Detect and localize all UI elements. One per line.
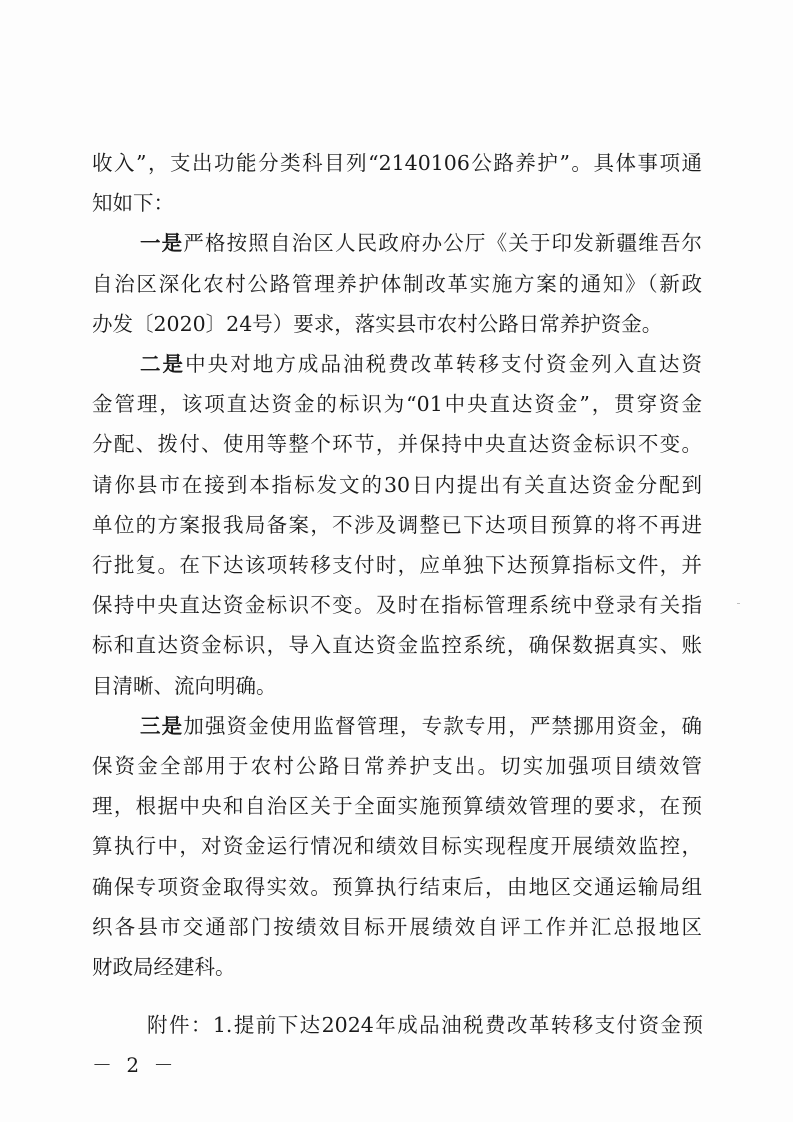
section-2-text: 中央对地方成品油税费改革转移支付资金列入直达资	[185, 352, 702, 376]
body-line: 收入”，支出功能分类科目列“2140106公路养护”。具体事项通	[92, 151, 702, 175]
page-number: － 2 －	[92, 1053, 178, 1077]
section-1-first-line	[140, 226, 702, 260]
body-line: 请你县市在接到本指标发文的30日内提出有关直达资金分配到	[92, 473, 702, 497]
attachment-line: 附件：1.提前下达2024年成品油税费改革转移支付资金预	[147, 1013, 703, 1037]
body-line: 保资金全部用于农村公路日常养护支出。切实加强项目绩效管	[92, 754, 702, 778]
body-line: 织各县市交通部门按绩效目标开展绩效自评工作并汇总报地区	[92, 915, 702, 939]
body-line: 标和直达资金标识，导入直达资金监控系统，确保数据真实、账	[92, 633, 702, 657]
body-line: 单位的方案报我局备案，不涉及调整已下达项目预算的将不再进	[92, 513, 702, 537]
body-line: 分配、拨付、使用等整个环节，并保持中央直达资金标识不变。	[92, 432, 702, 456]
body-line: 知如下：	[92, 191, 174, 215]
section-2-first-line	[140, 347, 702, 381]
body-line: 算执行中，对资金运行情况和绩效目标实现程度开展绩效监控，	[92, 834, 702, 858]
scan-speck	[737, 603, 740, 604]
body-line: 确保专项资金取得实效。预算执行结束后，由地区交通运输局组	[92, 875, 702, 899]
body-line: 财政局经建科。	[92, 955, 236, 979]
section-1-label: 一是	[140, 231, 184, 255]
section-3-first-line	[140, 709, 702, 743]
body-line: 自治区深化农村公路管理养护体制改革实施方案的通知》（新政	[92, 272, 702, 296]
section-3-label: 三是	[140, 714, 184, 738]
body-line: 保持中央直达资金标识不变。及时在指标管理系统中登录有关指	[92, 593, 702, 617]
section-3-text: 加强资金使用监督管理，专款专用，严禁挪用资金，确	[183, 714, 703, 738]
body-line: 办发〔2020〕24号）要求，落实县市农村公路日常养护资金。	[92, 312, 663, 336]
body-line: 金管理，该项直达资金的标识为“01中央直达资金”，贯穿资金	[92, 392, 702, 416]
body-line: 行批复。在下达该项转移支付时，应单独下达预算指标文件，并	[92, 553, 702, 577]
body-line: 理，根据中央和自治区关于全面实施预算绩效管理的要求，在预	[92, 794, 702, 818]
section-1-text: 严格按照自治区人民政府办公厅《关于印发新疆维吾尔	[183, 231, 703, 255]
section-2-label: 二是	[140, 352, 186, 376]
body-line: 目清晰、流向明确。	[92, 674, 277, 698]
